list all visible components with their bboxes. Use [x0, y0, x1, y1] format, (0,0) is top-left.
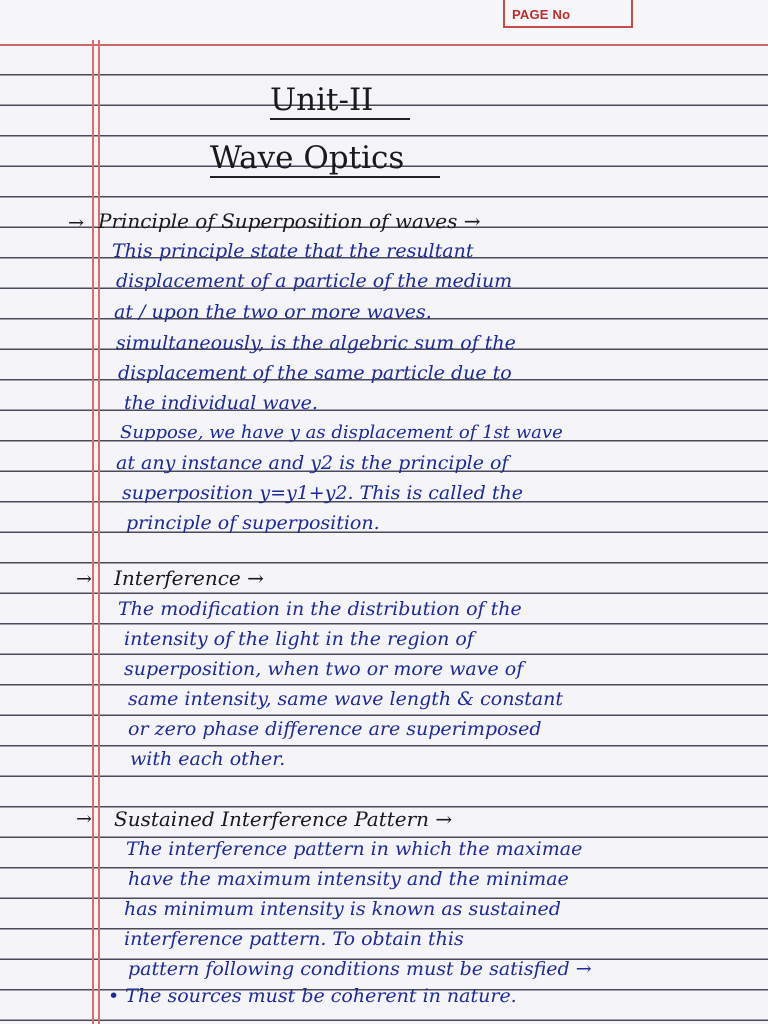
note-line: The interference pattern in which the maximae [126, 838, 583, 860]
note-line: superposition, when two or more wave of [124, 658, 524, 680]
note-line: simultaneously, is the algebric sum of the [116, 332, 516, 354]
section-heading-sustained-interference: Sustained Interference Pattern → [114, 807, 453, 831]
unit-title-underline [270, 118, 410, 120]
subject-title-underline [210, 176, 440, 178]
note-line: intensity of the light in the region of [124, 628, 474, 650]
arrow-icon: → [76, 568, 92, 590]
bullet-item: • The sources must be coherent in nature. [108, 985, 517, 1007]
note-line: has minimum intensity is known as sustained [124, 898, 561, 920]
note-line: or zero phase difference are superimposed [128, 718, 542, 740]
unit-title: Unit-II [270, 82, 374, 118]
margin-line [98, 40, 100, 1024]
note-line: displacement of the same particle due to [118, 362, 512, 384]
section-heading-superposition: Principle of Superposition of waves → [98, 209, 481, 233]
note-line: the individual wave. [124, 392, 318, 414]
margin-line [92, 40, 94, 1024]
note-line: pattern following conditions must be satisfied → [128, 958, 592, 980]
arrow-icon: → [76, 808, 92, 830]
note-line: with each other. [130, 748, 286, 770]
subject-title: Wave Optics [210, 140, 405, 176]
note-line: The modification in the distribution of the [118, 598, 522, 620]
arrow-icon: → [68, 212, 84, 234]
page-header-band [0, 0, 768, 46]
section-heading-interference: Interference → [114, 566, 264, 590]
note-line: Suppose, we have y as displacement of 1st wave [120, 422, 563, 443]
note-line: superposition y=y1+y2. This is called the [122, 482, 523, 504]
note-line: at / upon the two or more waves. [114, 301, 432, 323]
note-line: This principle state that the resultant [112, 240, 474, 262]
note-line: same intensity, same wave length & constant [128, 688, 564, 710]
note-line: interference pattern. To obtain this [124, 928, 464, 950]
note-line: at any instance and y2 is the principle of [116, 452, 509, 474]
note-line: principle of superposition. [126, 512, 380, 534]
page-number-label: PAGE No [512, 7, 571, 22]
note-line: displacement of a particle of the medium [116, 270, 513, 292]
note-line: have the maximum intensity and the minimae [128, 868, 569, 890]
